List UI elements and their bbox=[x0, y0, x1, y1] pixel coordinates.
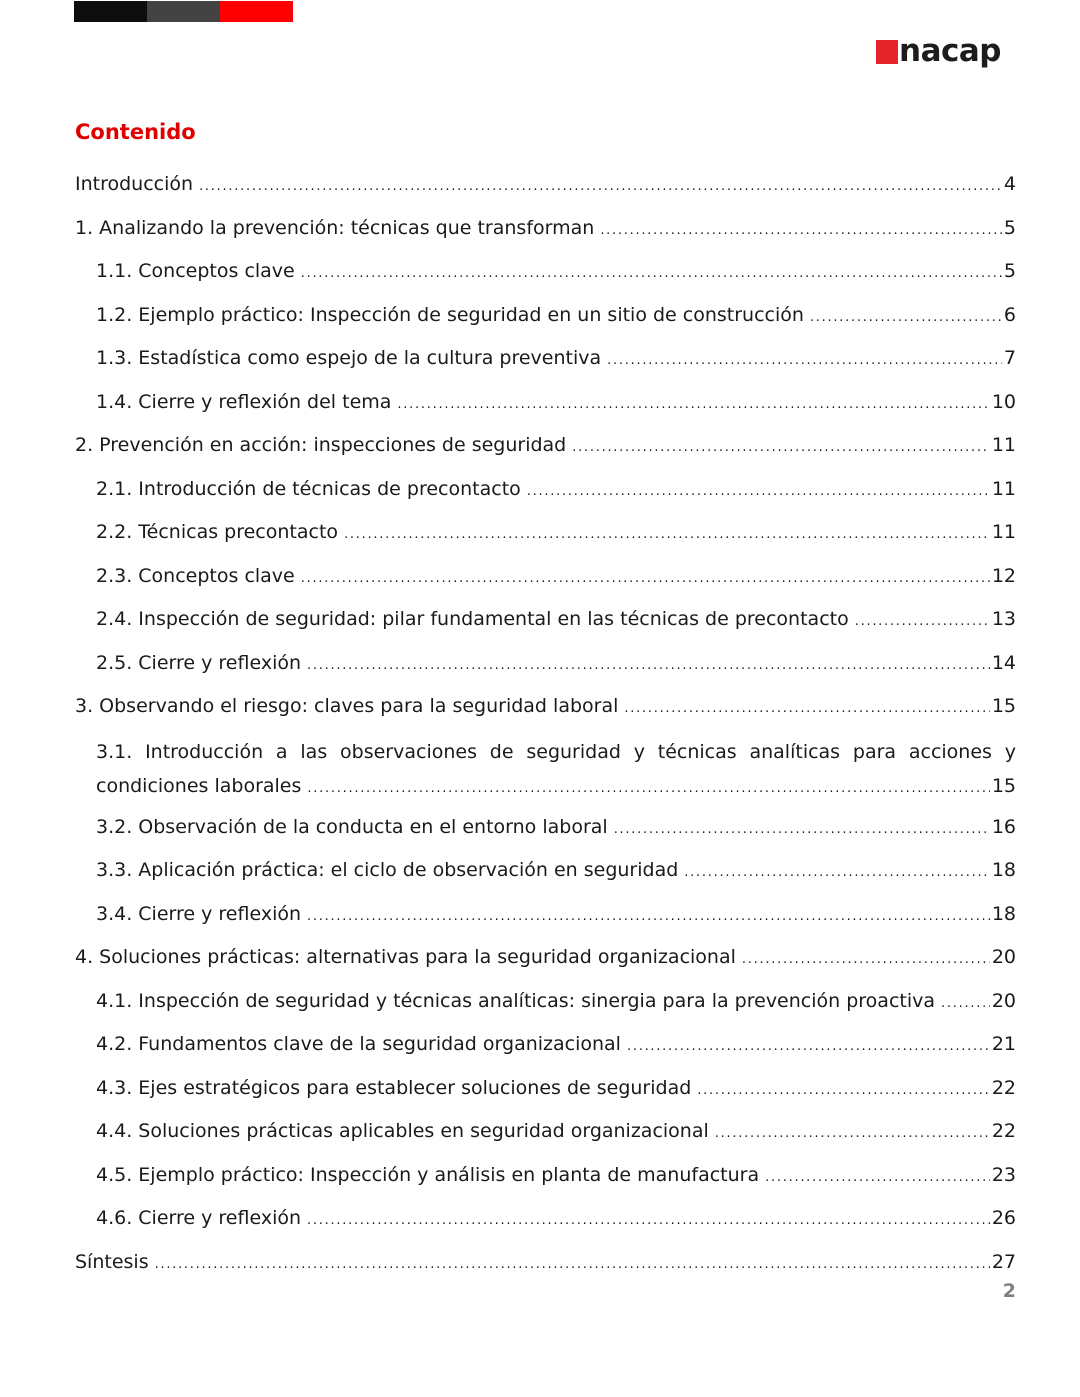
page-number: 2 bbox=[1002, 1280, 1016, 1302]
toc-entry[interactable] bbox=[75, 514, 1016, 558]
toc-entry-label: 3. Observando el riesgo: claves para la seguridad laboral bbox=[75, 695, 619, 717]
toc-entry[interactable] bbox=[75, 427, 1016, 471]
toc-entry-label: 4.4. Soluciones prácticas aplicables en seguridad organizacional bbox=[96, 1120, 709, 1142]
toc-entry[interactable] bbox=[75, 253, 1016, 297]
toc-entry[interactable] bbox=[75, 1157, 1016, 1201]
toc-entry[interactable] bbox=[75, 688, 1016, 732]
toc-entry[interactable] bbox=[75, 384, 1016, 428]
toc-entry-label: 4.5. Ejemplo práctico: Inspección y análisis en planta de manufactura bbox=[96, 1163, 760, 1186]
toc-entry-page: 22 bbox=[991, 1076, 1016, 1099]
toc-entry-label: 1.4. Cierre y reflexión del tema bbox=[96, 390, 392, 413]
toc-entry[interactable] bbox=[75, 1200, 1016, 1244]
toc-entry[interactable] bbox=[75, 1070, 1016, 1114]
toc-entry-label: 4.2. Fundamentos clave de la seguridad organizacional bbox=[96, 1033, 621, 1055]
dot-leader bbox=[307, 899, 990, 935]
dot-leader bbox=[855, 604, 990, 640]
toc-entry-label: 2.1. Introducción de técnicas de precontacto bbox=[96, 477, 521, 500]
dot-leader bbox=[697, 1073, 990, 1109]
toc-entry[interactable] bbox=[75, 297, 1016, 341]
dot-leader bbox=[941, 986, 990, 1022]
dot-leader bbox=[199, 169, 1002, 205]
toc-entry-page: 18 bbox=[991, 859, 1016, 881]
toc-entry-label: 2.5. Cierre y reflexión bbox=[96, 651, 302, 674]
toc-entry-label: 2. Prevención en acción: inspecciones de seguridad bbox=[75, 434, 567, 456]
dot-leader bbox=[307, 1203, 990, 1239]
toc-entry-label: 3.4. Cierre y reflexión bbox=[96, 902, 302, 925]
dot-leader bbox=[572, 430, 990, 466]
toc-entry-label: 1.1. Conceptos clave bbox=[96, 260, 295, 282]
inacap-logo bbox=[876, 33, 1001, 69]
toc-entry-page: 10 bbox=[991, 390, 1016, 413]
toc-entry[interactable] bbox=[75, 601, 1016, 645]
dot-leader bbox=[307, 648, 990, 684]
toc-entry-page: 11 bbox=[991, 477, 1016, 500]
toc-entry-page: 11 bbox=[991, 434, 1016, 456]
toc-entry-label-line1: 3.1. Introducción a las observaciones de seguridad y técnicas analíticas para acciones y bbox=[96, 740, 1016, 763]
dot-leader bbox=[742, 942, 990, 978]
toc-entry[interactable] bbox=[75, 809, 1016, 853]
toc-entry[interactable] bbox=[75, 166, 1016, 210]
dot-leader bbox=[624, 691, 989, 727]
toc-entry-page: 26 bbox=[991, 1207, 1016, 1229]
toc-entry[interactable] bbox=[75, 983, 1016, 1027]
header-color-bar bbox=[74, 1, 293, 22]
toc-entry-label: 4. Soluciones prácticas: alternativas para la seguridad organizacional bbox=[75, 946, 736, 968]
toc-entry[interactable] bbox=[75, 558, 1016, 602]
toc-entry-page: 20 bbox=[991, 989, 1016, 1012]
toc-entry[interactable] bbox=[75, 1113, 1016, 1157]
toc-entry-page: 23 bbox=[991, 1163, 1016, 1186]
dot-leader bbox=[810, 300, 1002, 336]
dot-leader bbox=[307, 772, 989, 806]
toc-entry-page: 15 bbox=[991, 774, 1016, 797]
toc-entry-label: Introducción bbox=[75, 173, 194, 195]
dot-leader bbox=[715, 1116, 990, 1152]
color-bar-red bbox=[220, 1, 293, 22]
toc-entry-label-line2: condiciones laborales bbox=[96, 774, 302, 797]
logo-text: nacap bbox=[899, 33, 1001, 69]
color-bar-black bbox=[74, 1, 147, 22]
dot-leader bbox=[600, 213, 1002, 249]
toc-entry-label: 4.3. Ejes estratégicos para establecer soluciones de seguridad bbox=[96, 1076, 692, 1099]
toc-entry[interactable] bbox=[75, 645, 1016, 689]
dot-leader bbox=[765, 1160, 990, 1196]
toc-entry-label: 2.3. Conceptos clave bbox=[96, 564, 295, 587]
toc-entry[interactable] bbox=[75, 1026, 1016, 1070]
dot-leader bbox=[344, 517, 990, 553]
toc-entry-label: 1. Analizando la prevención: técnicas que transforman bbox=[75, 216, 595, 239]
toc-entry-label: 2.4. Inspección de seguridad: pilar fundamental en las técnicas de precontacto bbox=[96, 608, 849, 630]
toc-entry-page: 22 bbox=[991, 1120, 1016, 1142]
toc-entry-label: 1.3. Estadística como espejo de la cultura preventiva bbox=[96, 347, 602, 369]
logo-mark-icon bbox=[876, 40, 898, 64]
toc-entry-page: 4 bbox=[1003, 173, 1016, 195]
toc-entry[interactable] bbox=[75, 735, 1016, 806]
toc-entry[interactable] bbox=[75, 852, 1016, 896]
toc-entry-label: 2.2. Técnicas precontacto bbox=[96, 521, 339, 543]
dot-leader bbox=[527, 474, 990, 510]
toc-entry-page: 13 bbox=[991, 608, 1016, 630]
dot-leader bbox=[607, 343, 1002, 379]
toc-entry[interactable] bbox=[75, 471, 1016, 515]
toc-entry-page: 7 bbox=[1003, 347, 1016, 369]
toc-entry-page: 21 bbox=[991, 1033, 1016, 1055]
toc-entry-page: 5 bbox=[1003, 260, 1016, 282]
toc-entry-label: 4.1. Inspección de seguridad y técnicas analíticas: sinergia para la prevención proactiva bbox=[96, 989, 936, 1012]
color-bar-gray bbox=[147, 1, 220, 22]
toc-entry-page: 11 bbox=[991, 521, 1016, 543]
toc-entry-page: 14 bbox=[991, 651, 1016, 674]
table-of-contents bbox=[75, 166, 1016, 1287]
toc-entry-page: 20 bbox=[991, 946, 1016, 968]
toc-entry-page: 5 bbox=[1003, 216, 1016, 239]
toc-entry-page: 27 bbox=[991, 1250, 1016, 1273]
dot-leader bbox=[301, 561, 990, 597]
toc-entry-label: 3.3. Aplicación práctica: el ciclo de observación en seguridad bbox=[96, 859, 679, 881]
toc-entry-page: 15 bbox=[991, 695, 1016, 717]
dot-leader bbox=[684, 855, 990, 891]
toc-title: Contenido bbox=[75, 120, 196, 144]
toc-entry-label: Síntesis bbox=[75, 1250, 149, 1273]
toc-entry-label: 4.6. Cierre y reflexión bbox=[96, 1207, 302, 1229]
toc-entry[interactable] bbox=[75, 939, 1016, 983]
dot-leader bbox=[155, 1247, 990, 1283]
toc-entry-label: 3.2. Observación de la conducta en el entorno laboral bbox=[96, 815, 608, 838]
toc-entry-page: 18 bbox=[991, 902, 1016, 925]
dot-leader bbox=[627, 1029, 990, 1065]
toc-entry-page: 16 bbox=[991, 815, 1016, 838]
toc-entry[interactable] bbox=[75, 896, 1016, 940]
dot-leader bbox=[397, 387, 989, 423]
toc-entry[interactable] bbox=[75, 210, 1016, 254]
dot-leader bbox=[614, 812, 990, 848]
toc-entry[interactable] bbox=[75, 340, 1016, 384]
toc-entry[interactable] bbox=[75, 1244, 1016, 1288]
toc-entry-page: 12 bbox=[991, 564, 1016, 587]
toc-entry-label: 1.2. Ejemplo práctico: Inspección de seguridad en un sitio de construcción bbox=[96, 303, 804, 326]
toc-entry-page: 6 bbox=[1003, 303, 1016, 326]
dot-leader bbox=[301, 256, 1002, 292]
